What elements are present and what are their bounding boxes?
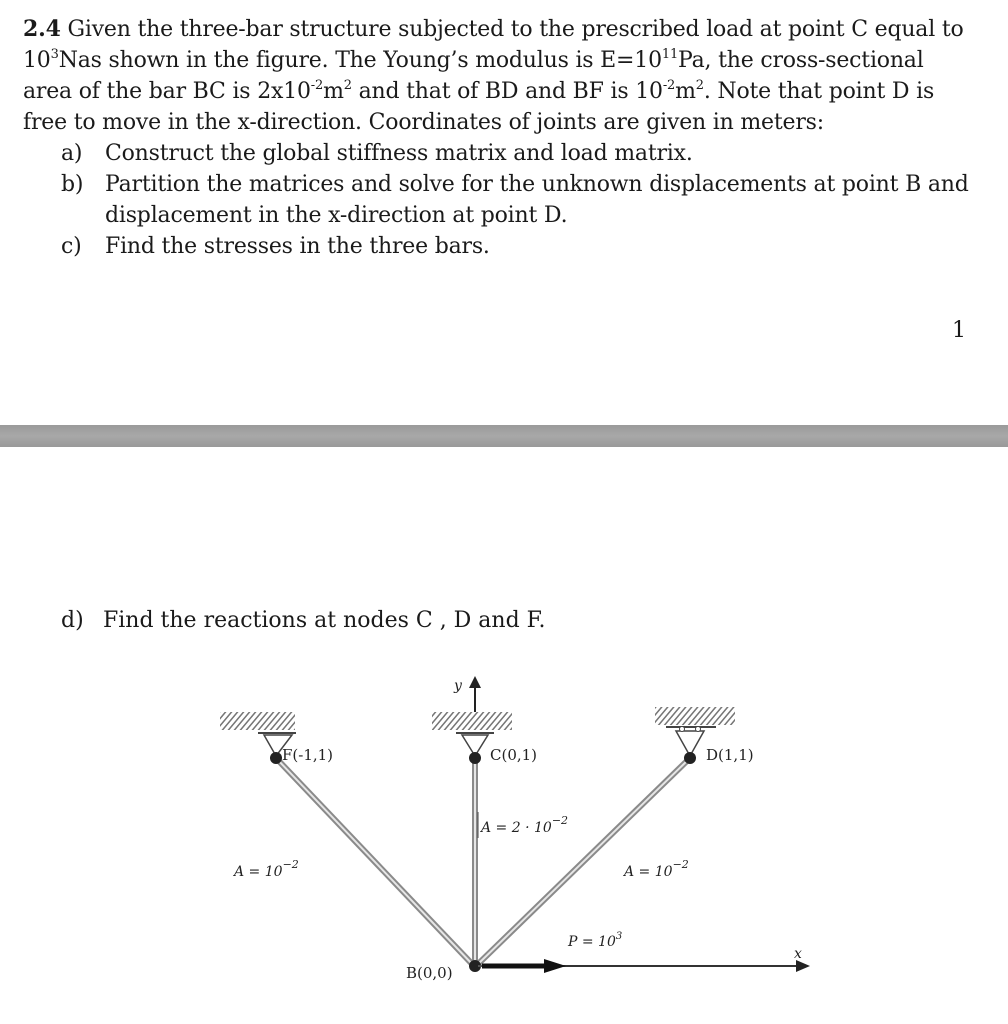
x-axis-label: x — [794, 946, 802, 962]
label-node-D: D(1,1) — [706, 746, 754, 764]
roller-D-wheel-left — [680, 727, 685, 732]
label-load-P: $P = 10^3$ — [568, 931, 623, 950]
node-D — [684, 752, 696, 764]
support-D-hatch — [655, 707, 735, 725]
bar-BF-core — [276, 758, 474, 966]
label-node-C: C(0,1) — [490, 746, 538, 764]
support-C-hatch — [432, 712, 512, 730]
problem-statement: 2.4 Given the three-bar structure subjected to the prescribed load at point C equal to $10^3Nas$ shown in the figure. The Young’s modulus is $E=10^{11}Pa$, the cross-sectional area of the bar BC is $2x10^{-2}m^2$ and that of BD and BF is $10^{-2}m^2$. Note that point D is free to move in the x-direction. Coordinates of joints are given in meters: — [23, 16, 964, 135]
label-area-BF: $A = 10^{-2}$ — [234, 858, 299, 880]
item-d: d) Find the reactions at nodes C , D and F. — [61, 608, 546, 633]
item-b-continued: displacement in the x-direction at point D. — [105, 203, 568, 228]
load-arrowhead — [544, 959, 566, 973]
label-area-BD: $A = 10^{-2}$ — [624, 858, 689, 880]
page-number: 1 — [952, 318, 966, 343]
node-F — [270, 752, 282, 764]
label-node-B: B(0,0) — [406, 964, 453, 982]
label-area-BC: $A = 2 \cdot 10^{-2}$ — [481, 814, 569, 836]
y-axis-arrowhead — [469, 676, 481, 688]
support-F-hatch — [220, 712, 295, 730]
roller-D-wheel-right — [696, 727, 701, 732]
item-a: a) Construct the global stiffness matrix and load matrix. — [61, 141, 693, 166]
item-b: b) Partition the matrices and solve for the unknown displacements at point B and — [61, 172, 969, 197]
y-axis-label: y — [454, 678, 462, 694]
node-C — [469, 752, 481, 764]
item-c: c) Find the stresses in the three bars. — [61, 234, 490, 259]
label-node-F: F(-1,1) — [282, 746, 334, 764]
problem-number: 2.4 — [23, 16, 61, 42]
